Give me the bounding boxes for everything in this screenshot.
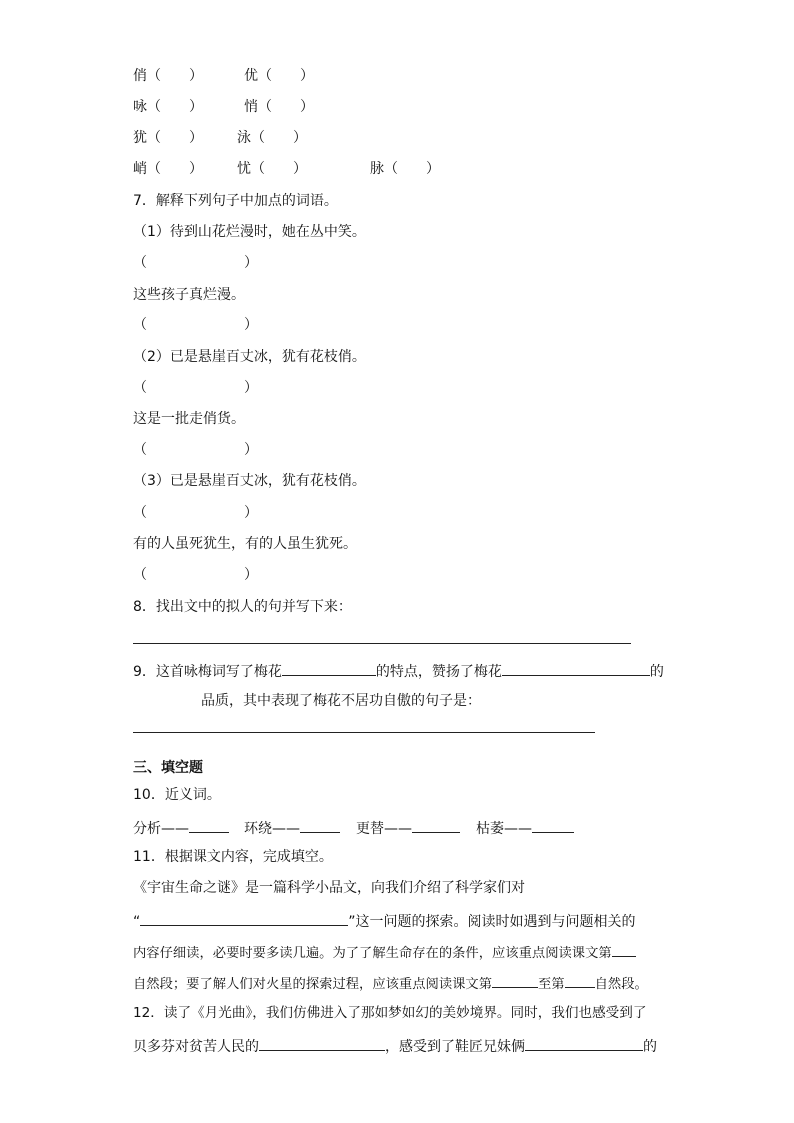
answer-blank[interactable] [282, 659, 376, 676]
question-7-sentence-3: （3）已是悬崖百丈冰，犹有花枝俏。 [133, 473, 366, 489]
answer-paren-close: ） [244, 567, 258, 583]
answer-blank[interactable] [612, 940, 636, 957]
char-pair: 咏（ ） [133, 99, 203, 115]
question-12-text: 的 [643, 1039, 657, 1055]
answer-blank[interactable] [492, 971, 538, 988]
question-7-title: 7．解释下列句子中加点的词语。 [133, 193, 338, 209]
answer-blank[interactable] [525, 1034, 643, 1051]
synonym-item [244, 816, 340, 839]
question-9-part-1: 9．这首咏梅词写了梅花 [133, 664, 282, 680]
question-11-line-2 [133, 909, 636, 932]
char-pair: 泳（ ） [237, 130, 307, 146]
answer-paren-close: ） [244, 505, 258, 521]
question-11-text: 内容仔细读，必要时要多读几遍。为了了解生命存在的条件，应该重点阅读课文第 [133, 946, 612, 961]
question-12-line-2 [133, 1034, 657, 1057]
question-12-text: ，感受到了鞋匠兄妹俩 [385, 1039, 525, 1055]
answer-paren-open: （ [133, 317, 147, 333]
question-7-sentence-3b: 有的人虽死犹生，有的人虽生犹死。 [133, 536, 357, 552]
synonym-word: 枯萎—— [476, 821, 532, 837]
answer-paren-open: （ [133, 567, 147, 583]
answer-blank[interactable] [259, 1034, 385, 1051]
char-pair: 忧（ ） [237, 161, 307, 177]
question-9-line-1 [133, 659, 664, 682]
question-11-title: 11．根据课文内容，完成填空。 [133, 849, 333, 865]
char-pair: 优（ ） [244, 68, 314, 84]
answer-paren-open: （ [133, 505, 147, 521]
synonym-word: 分析—— [133, 821, 189, 837]
section-heading: 三、填空题 [133, 760, 203, 776]
synonym-word: 更替—— [356, 821, 412, 837]
answer-blank[interactable] [189, 816, 229, 833]
answer-paren-close: ） [244, 442, 258, 458]
answer-line[interactable] [133, 732, 595, 733]
question-7-sentence-2: （2）已是悬崖百丈冰，犹有花枝俏。 [133, 349, 366, 365]
question-7-sentence-2b: 这是一批走俏货。 [133, 411, 245, 427]
question-11-text: 至第 [538, 977, 565, 992]
answer-paren-open: （ [133, 255, 147, 271]
question-11-line-3 [133, 940, 636, 964]
question-9-part-2: 的特点，赞扬了梅花 [375, 664, 502, 680]
question-11-text: ”这一问题的探索。阅读时如遇到与问题相关的 [348, 914, 636, 930]
question-11-line-4 [133, 971, 648, 995]
question-7-sentence-1: （1）待到山花烂漫时，她在丛中笑。 [133, 224, 366, 240]
answer-blank[interactable] [565, 971, 595, 988]
question-11-text: 自然段；要了解人们对火星的探索过程，应该重点阅读课文第 [133, 977, 493, 992]
answer-blank[interactable] [140, 909, 348, 926]
answer-blank[interactable] [502, 659, 650, 676]
answer-paren-open: （ [133, 442, 147, 458]
answer-line[interactable] [133, 643, 631, 644]
question-12-text: 贝多芬对贫苦人民的 [133, 1039, 259, 1055]
answer-paren-close: ） [244, 317, 258, 333]
question-7-sentence-1b: 这些孩子真烂漫。 [133, 287, 245, 303]
synonym-item [356, 816, 460, 839]
question-9-line-2: 品质，其中表现了梅花不居功自傲的句子是： [201, 693, 481, 709]
question-8-title: 8．找出文中的拟人的句并写下来： [133, 599, 352, 615]
char-pair: 脉（ ） [370, 161, 440, 177]
question-11-text: 自然段。 [594, 977, 648, 992]
question-10-title: 10．近义词。 [133, 787, 221, 803]
answer-paren-close: ） [244, 380, 258, 396]
quote-open: “ [133, 914, 141, 930]
char-pair: 悄（ ） [244, 99, 314, 115]
synonym-item [133, 816, 229, 839]
answer-paren-close: ） [244, 255, 258, 271]
synonym-word: 环绕—— [244, 821, 300, 837]
question-9-part-3: 的 [649, 664, 664, 680]
answer-paren-open: （ [133, 380, 147, 396]
char-pair: 峭（ ） [133, 161, 203, 177]
answer-blank[interactable] [300, 816, 340, 833]
char-pair: 俏（ ） [133, 68, 203, 84]
char-pair: 犹（ ） [133, 130, 203, 146]
answer-blank[interactable] [532, 816, 574, 833]
question-11-line-1: 《宇宙生命之谜》是一篇科学小品文，向我们介绍了科学家们对 [133, 880, 525, 896]
answer-blank[interactable] [412, 816, 460, 833]
question-12-line-1: 12．读了《月光曲》，我们仿佛进入了那如梦如幻的美妙境界。同时，我们也感受到了 [133, 1005, 647, 1021]
synonym-item [476, 816, 574, 839]
